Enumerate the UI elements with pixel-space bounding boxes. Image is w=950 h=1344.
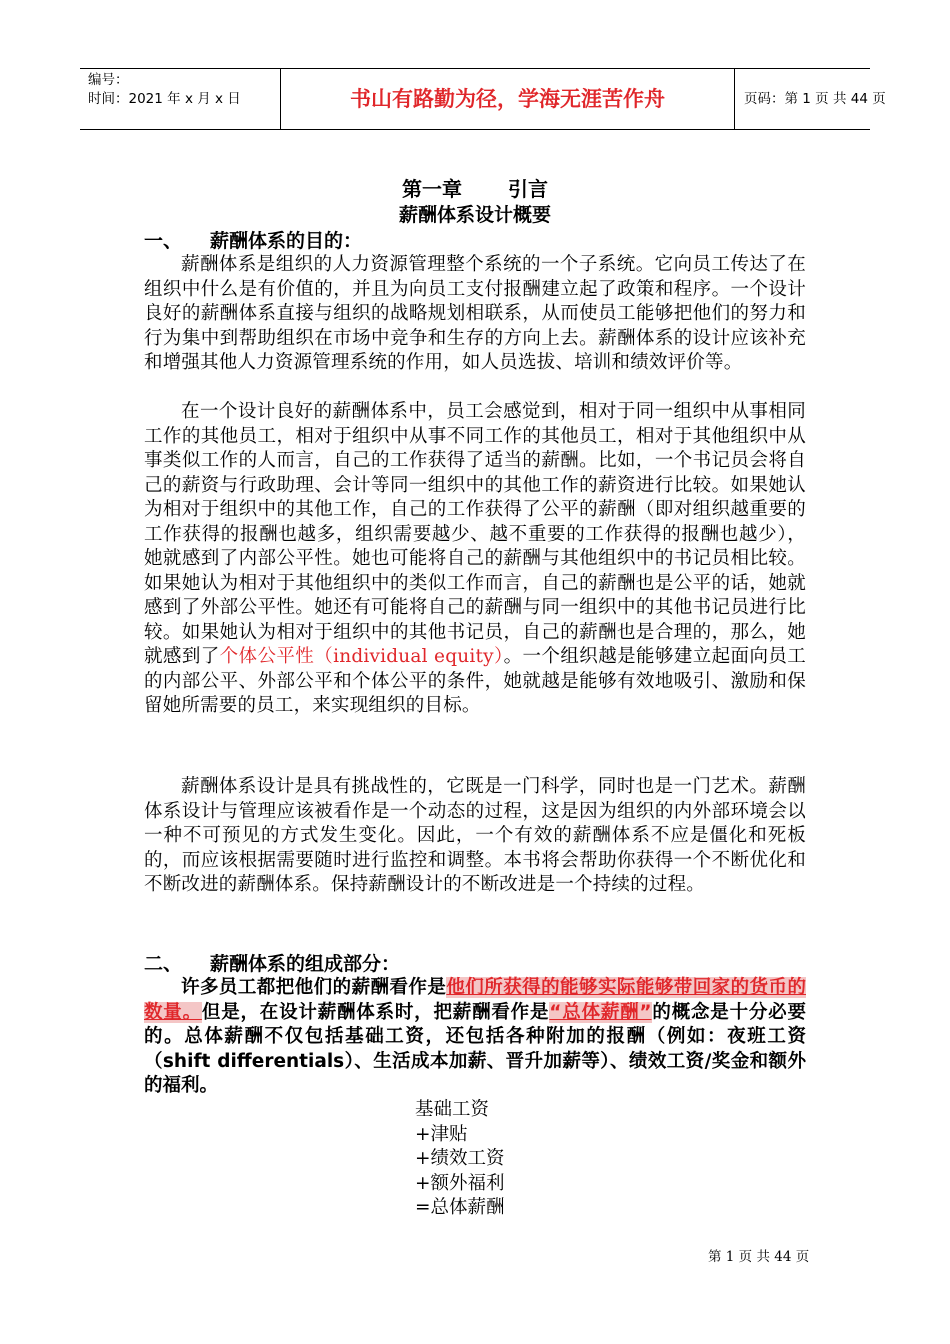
chapter-name: 引言 xyxy=(508,177,548,201)
motto: 书山有路勤为径，学海无涯苦作舟 xyxy=(350,87,665,111)
header-table xyxy=(80,68,886,130)
chapter-title xyxy=(0,176,950,202)
header-right-cell xyxy=(734,69,886,129)
section2-paragraph-1 xyxy=(144,976,806,1099)
chapter-number: 第一章 xyxy=(402,177,462,201)
formula-line: 基础工资 xyxy=(415,1099,490,1120)
page-code: 页码：第 1 页 共 44 页 xyxy=(744,91,886,107)
number-label: 编号： xyxy=(88,72,129,88)
section1-paragraph-3: 薪酬体系设计是具有挑战性的，它既是一门科学，同时也是一门艺术。薪酬体系设计与管理应该被看作是一个动态的过程，这是因为组织的内外部环境会以一种不可预见的方式发生变化。因此，一个有效的薪酬体系不应是僵化和死板的，而应该根据需要随时进行监控和调整。本书将会帮助你获得一个不断优化和不断改进的薪酬体系。保持薪酬设计的不断改进是一个持续的过程。 xyxy=(144,776,806,895)
header-mid-cell xyxy=(280,69,735,129)
take-home-highlight: 他们所获得的能够实际能够带回家的货币的数量。 xyxy=(144,977,806,1023)
p2-text-before: 在一个设计良好的薪酬体系中，员工会感觉到，相对于同一组织中从事相同工作的其他员工，相对于组织中从事不同工作的其他员工，相对于其他组织中从事类似工作的人而言，自己的工作获得了适当的薪酬。比如，一个书记员会将自己的薪资与行政助理、会计等同一组织中的其他工作的薪资进行比较。如果她认为相对于组织中的其他工作，自己的工作获得了公平的薪酬（即对组织越重要的工作获得的报酬也越多，组织需要越少、越不重要的工作获得的报酬也越少），她就感到了内部公平性。她也可能将自己的薪酬与其他组织中的书记员相比较。如果她认为相对于其他组织中的类似工作而言，自己的薪酬也是公平的话，她就感到了外部公平性。她还有可能将自己的薪酬与同一组织中的其他书记员进行比较。如果她认为相对于组织中的其他书记员，自己的薪酬也是合理的，那么，她就感到了 xyxy=(144,401,806,667)
section2-title: 薪酬体系的组成部分： xyxy=(210,953,401,975)
formula-line: +津贴 xyxy=(415,1123,468,1145)
individual-equity-term: 个体公平性（individual equity） xyxy=(219,646,504,667)
section1-number: 一、 xyxy=(144,230,183,252)
time-label: 时间：2021 年 x 月 x 日 xyxy=(88,91,241,107)
formula-line: +额外福利 xyxy=(415,1172,505,1194)
total-pay-highlight: “总体薪酬” xyxy=(549,1001,652,1023)
formula-line: +绩效工资 xyxy=(415,1148,505,1169)
section1-title: 薪酬体系的目的： xyxy=(210,230,363,252)
section1-paragraph-1: 薪酬体系是组织的人力资源管理整个系统的一个子系统。它向员工传达了在组织中什么是有价值的，并且为向员工支付报酬建立起了政策和程序。一个设计良好的薪酬体系直接与组织的战略规划相联系，从而使员工能够把他们的努力和行为集中到帮助组织在市场中竞争和生存的方向上去。薪酬体系的设计应该补充和增强其他人力资源管理系统的作用，如人员选拔、培训和绩效评价等。 xyxy=(144,254,806,373)
s2-text-c: 的概念是十分必要的。总体薪酬不仅包括基础工资，还包括各种附加的报酬（例如：夜班工资（shift differentials）、生活成本加薪、晋升加薪等）、绩效工资/奖金和额外的福利。 xyxy=(144,1001,806,1096)
page-footer: 第 1 页 共 44 页 xyxy=(708,1249,810,1265)
total-pay-formula xyxy=(415,1098,505,1221)
formula-line: =总体薪酬 xyxy=(415,1197,505,1218)
s2-text-a: 许多员工都把他们的薪酬看作是 xyxy=(181,977,447,998)
chapter-heading: 薪酬体系设计概要 xyxy=(398,204,551,226)
section1-heading xyxy=(144,229,362,253)
section2-number: 二、 xyxy=(144,953,183,975)
section2-heading xyxy=(144,952,400,976)
header-left-cell xyxy=(80,69,280,129)
p2-text-after: 。一个组织越是能够建立起面向员工的内部公平、外部公平和个体公平的条件，她就越是能够有效地吸引、激励和保留她所需要的员工，来实现组织的目标。 xyxy=(144,646,806,716)
section1-paragraph-2 xyxy=(144,400,806,719)
s2-text-b: 但是，在设计薪酬体系时，把薪酬看作是 xyxy=(201,1001,550,1023)
